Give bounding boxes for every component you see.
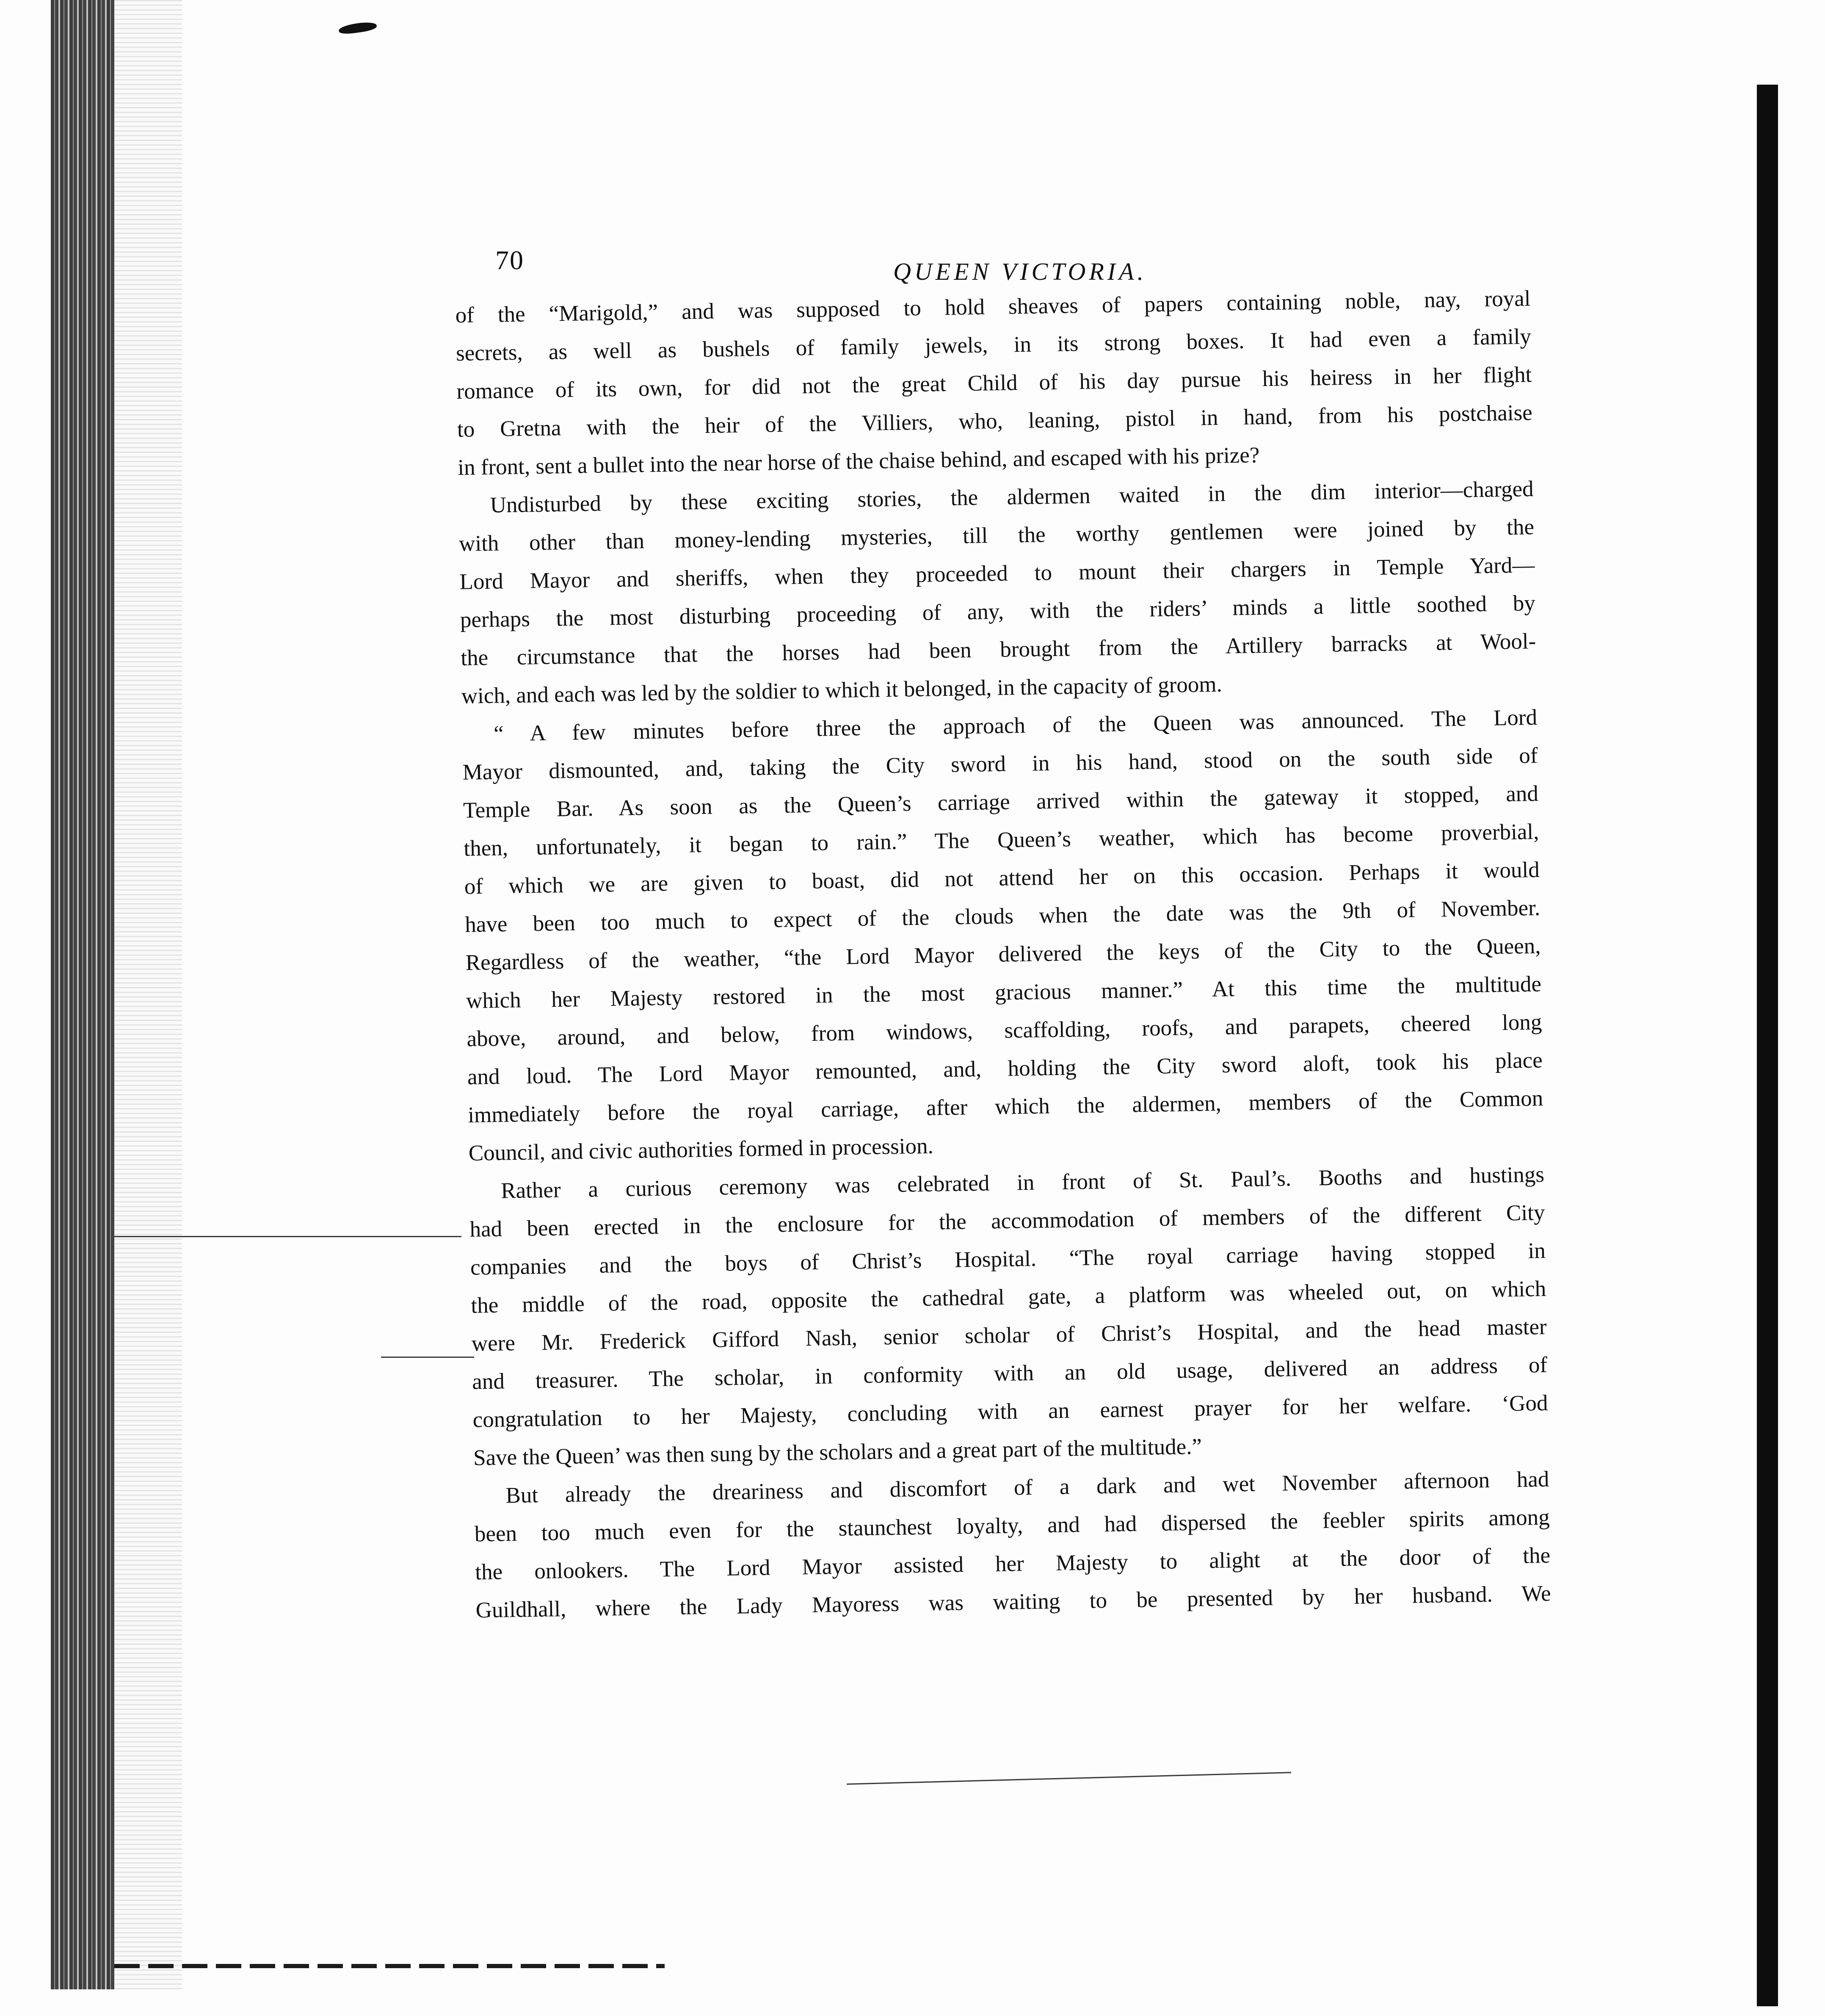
stray-pencil-line bbox=[381, 1357, 474, 1358]
text-line: then, unfortunately, it began to rain.” The Queen’s weather, which has become proverbial, bbox=[464, 819, 1539, 861]
text-line: Lord Mayor and sheriffs, when they proceeded to mount their chargers in Temple Yard— bbox=[459, 553, 1535, 594]
page-number: 70 bbox=[495, 245, 524, 275]
text-line: Mayor dismounted, and, taking the City sword in his hand, stood on the south side of bbox=[462, 743, 1538, 785]
text-line: and loud. The Lord Mayor remounted, and, holding the City sword aloft, took his place bbox=[467, 1048, 1543, 1089]
text-line: Guildhall, where the Lady Mayoress was waiting to be presented by her husband. We bbox=[475, 1581, 1551, 1623]
text-line: of the “Marigold,” and was supposed to hold sheaves of papers containing noble, nay, royal bbox=[455, 286, 1531, 328]
text-line: had been erected in the enclosure for the accommodation of members of the different City bbox=[469, 1200, 1545, 1242]
text-line: Temple Bar. As soon as the Queen’s carriage arrived within the gateway it stopped, and bbox=[463, 781, 1539, 823]
ink-blot bbox=[338, 21, 377, 35]
text-line: Council, and civic authorities formed in procession. bbox=[468, 1133, 934, 1166]
text-line: companies and the boys of Christ’s Hospital. “The royal carriage having stopped in bbox=[470, 1238, 1546, 1280]
text-line: been too much even for the staunchest loyalty, and had dispersed the feebler spirits among bbox=[474, 1505, 1550, 1547]
text-line: with other than money-lending mysteries, till the worthy gentlemen were joined by the bbox=[458, 515, 1535, 556]
text-line: of which we are given to boast, did not attend her on this occasion. Perhaps it would bbox=[464, 857, 1540, 899]
text-line: the circumstance that the horses had been brought from the Artillery barracks at Wool- bbox=[460, 629, 1536, 670]
text-line: perhaps the most disturbing proceeding of any, with the riders’ minds a little soothed by bbox=[460, 591, 1536, 632]
stray-pencil-line bbox=[847, 1772, 1291, 1784]
scan-noise-strip bbox=[114, 0, 182, 1989]
text-line: to Gretna with the heir of the Villiers, who, leaning, pistol in hand, from his postchaise bbox=[457, 400, 1533, 442]
scan-binding-shadow bbox=[51, 0, 114, 1989]
stray-pencil-line bbox=[114, 1236, 461, 1237]
text-line: immediately before the royal carriage, after which the aldermen, members of the Common bbox=[467, 1086, 1543, 1128]
scan-bottom-rule bbox=[114, 1964, 665, 1968]
text-line: romance of its own, for did not the great Child of his day pursue his heiress in her flight bbox=[456, 362, 1532, 404]
paragraph-start-line: Undisturbed by these exciting stories, the aldermen waited in the dim interior—charged bbox=[490, 477, 1534, 518]
body-text bbox=[455, 279, 1551, 1630]
text-line: the middle of the road, opposite the cathedral gate, a platform was wheeled out, on which bbox=[471, 1276, 1546, 1318]
text-line: Save the Queen’ was then sung by the scholars and a great part of the multitude.” bbox=[473, 1434, 1202, 1470]
text-line: which her Majesty restored in the most gracious manner.” At this time the multitude bbox=[466, 971, 1542, 1013]
paragraph-start-line: But already the dreariness and discomfort of a dark and wet November afternoon had bbox=[505, 1467, 1549, 1508]
paragraph-start-line: “ A few minutes before three the approach of the Queen was announced. The Lord bbox=[493, 705, 1538, 746]
text-line: wich, and each was led by the soldier to which it belonged, in the capacity of groom. bbox=[461, 672, 1223, 709]
running-head: QUEEN VICTORIA. bbox=[893, 258, 1147, 285]
text-line: above, around, and below, from windows, scaffolding, roofs, and parapets, cheered long bbox=[467, 1009, 1542, 1051]
paragraph-start-line: Rather a curious ceremony was celebrated in front of St. Paul’s. Booths and hustings bbox=[500, 1162, 1545, 1203]
text-line: have been too much to expect of the clouds when the date was the 9th of November. bbox=[464, 895, 1541, 937]
scan-edge-bar bbox=[1757, 85, 1778, 2006]
text-line: were Mr. Frederick Gifford Nash, senior scholar of Christ’s Hospital, and the head master bbox=[471, 1314, 1547, 1356]
text-line: the onlookers. The Lord Mayor assisted her Majesty to alight at the door of the bbox=[475, 1543, 1551, 1585]
text-line: and treasurer. The scholar, in conformity with an old usage, delivered an address of bbox=[472, 1352, 1548, 1394]
text-line: congratulation to her Majesty, concluding with an earnest prayer for her welfare. ‘God bbox=[472, 1390, 1548, 1432]
text-line: in front, sent a bullet into the near horse of the chaise behind, and escaped with his prize? bbox=[457, 443, 1260, 480]
text-line: secrets, as well as bushels of family jewels, in its strong boxes. It had even a family bbox=[456, 324, 1532, 366]
text-line: Regardless of the weather, “the Lord Mayor delivered the keys of the City to the Queen, bbox=[465, 933, 1541, 975]
